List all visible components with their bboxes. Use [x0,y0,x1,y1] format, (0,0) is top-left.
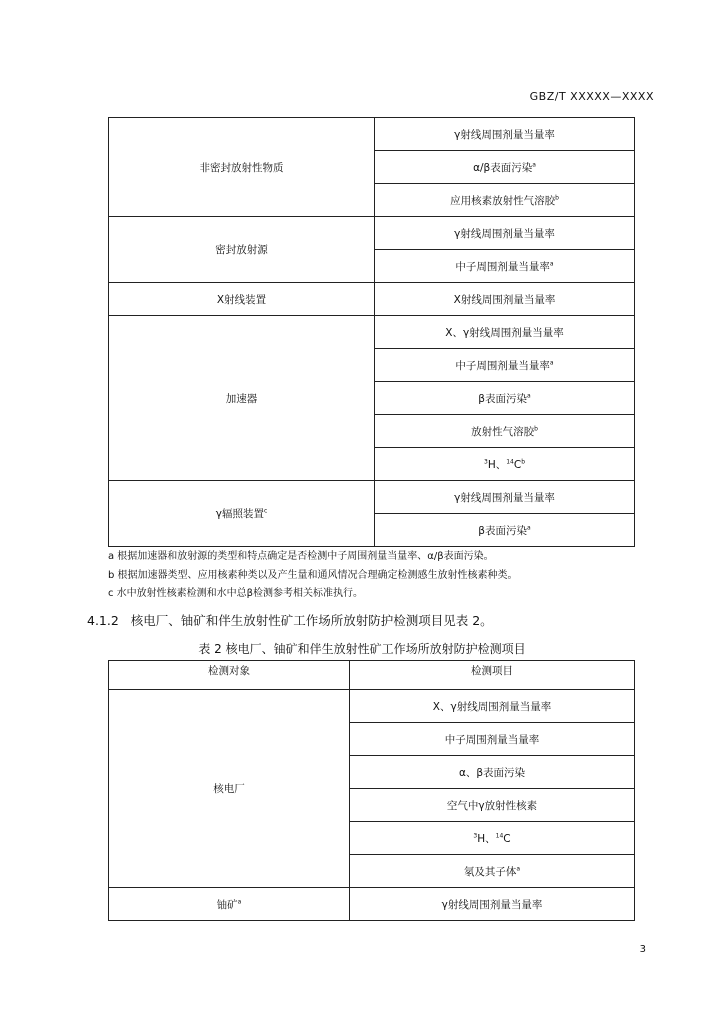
item-cell: 放射性气溶胶$^b$ [375,415,635,448]
item-cell: 中子周围剂量当量率$^a$ [375,349,635,382]
item-cell: X、γ射线周围剂量当量率 [375,316,635,349]
object-cell: 核电厂 [109,690,350,888]
table-row [109,118,635,151]
item-cell: γ射线周围剂量当量率 [375,118,635,151]
table-row [109,316,635,349]
item-cell: γ射线周围剂量当量率 [375,217,635,250]
table-row [109,690,635,723]
table-2-caption: 表 2 核电厂、铀矿和伴生放射性矿工作场所放射防护检测项目 [198,642,526,656]
item-cell: 空气中γ放射性核素 [350,789,635,822]
item-cell: γ射线周围剂量当量率 [375,481,635,514]
table-header-row [109,661,635,690]
table-row [109,481,635,514]
page-number: 3 [639,944,646,955]
footnote-b: b 根据加速器类型、应用核素种类以及产生量和通风情况合理确定检测感生放射性核素种类。 [108,569,518,581]
item-cell: β表面污染$^a$ [375,382,635,415]
item-cell: 氡及其子体$^a$ [350,855,635,888]
object-cell: 加速器 [109,316,375,481]
clause-4-1-2 [87,611,493,629]
footnote-c: c 水中放射性核素检测和水中总β检测参考相关标准执行。 [108,588,364,599]
item-cell: 中子周围剂量当量率$^a$ [375,250,635,283]
clause-number: 4.1.2 [87,613,119,628]
table-footnotes [108,548,518,604]
item-cell: α/β表面污染$^a$ [375,151,635,184]
table-row [109,888,635,921]
document-code: GBZ/T XXXXX—XXXX [529,90,654,103]
object-cell: 密封放射源 [109,217,375,283]
item-cell: γ射线周围剂量当量率 [350,888,635,921]
object-cell: γ辐照装置$^c$ [109,481,375,547]
object-cell: 非密封放射性物质 [109,118,375,217]
item-cell: α、β表面污染 [350,756,635,789]
item-cell: X、γ射线周围剂量当量率 [350,690,635,723]
item-cell: $^3$H、$^{14}C^b$ [375,448,635,481]
table-row [109,217,635,250]
footnote-a: a 根据加速器和放射源的类型和特点确定是否检测中子周围剂量当量率、α/β表面污染。 [108,551,494,562]
monitoring-items-table-2 [108,660,635,921]
item-cell: β表面污染$^a$ [375,514,635,547]
item-cell: $^3$H、$^{14}$C [350,822,635,855]
object-cell: X射线装置 [109,283,375,316]
object-cell: 铀矿$^a$ [109,888,350,921]
item-cell: 中子周围剂量当量率 [350,723,635,756]
column-header-item: 检测项目 [350,661,635,690]
item-cell: 应用核素放射性气溶胶$^b$ [375,184,635,217]
table-row [109,283,635,316]
item-cell: X射线周围剂量当量率 [375,283,635,316]
monitoring-items-table-1 [108,117,635,547]
clause-text: 核电厂、铀矿和伴生放射性矿工作场所放射防护检测项目见表 2。 [130,613,493,628]
column-header-object: 检测对象 [109,661,350,690]
